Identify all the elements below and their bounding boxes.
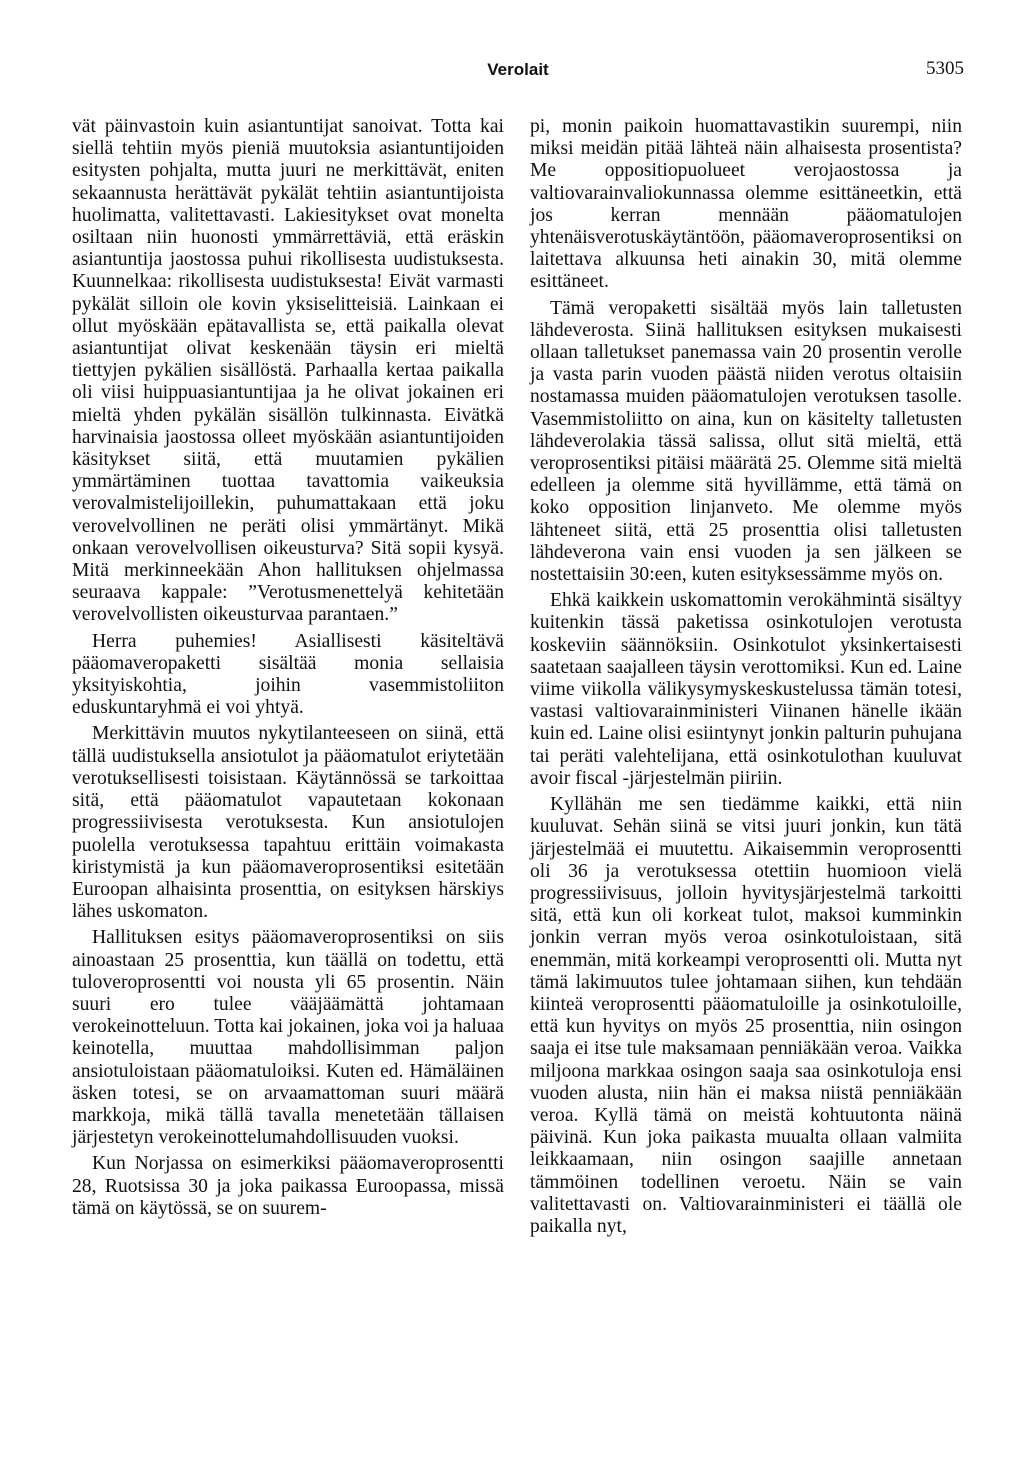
paragraph: vät päinvastoin kuin asiantuntijat sanoivat. Totta kai siellä tehtiin myös pieniä muutoksia asiantuntijoiden esitysten pohjalta, mutta juuri ne merkittävät, eniten sekaannusta herättävät pykälät tehtiin asiantuntijoista huolimatta, valitettavasti. Lakiesitykset ovat monelta osiltaan niin huonosti ymmärrettäviä, että eräskin asiantuntija jaostossa puhui rikollisesta uudistuksesta. Kuunnelkaa: rikollisesta uudistuksesta! Eivät varmasti pykälät silloin ole kovin yksiselitteisiä. Lainkaan ei ollut myöskään epätavallista se, että paikalla olevat asiantuntijat olivat keskenään täysin eri mieltä tiettyjen pykälien sisällöstä. Parhaalla kertaa paikalla oli viisi huippuasiantuntijaa ja he olivat jokainen eri mieltä yhden pykälän sisällön tulkinnasta. Eivätkä harvinaisia jaostossa olleet myöskään asiantuntijoiden käsitykset siitä, että muutamien pykälien ymmärtäminen tuottaa tavattomia vaikeuksia verovalmistelijoillekin, puhumattakaan että joku verovelvollinen ne peräti olisi ymmärtänyt. Mikä onkaan verovelvollisen oikeusturva? Sitä sopii kysyä. Mitä merkinneekään Ahon hallituksen ohjelmassa seuraava kappale: ”Verotusmenettelyä kehitetään verovelvollisten oikeusturvaa parantaen.” [72, 116, 504, 626]
paragraph: pi, monin paikoin huomattavastikin suurempi, niin miksi meidän pitää lähteä näin alhaisesta prosentista? Me oppositiopuolueet verojaostossa ja valtiovarainvaliokunnassa olemme esittäneetkin, että jos kerran mennään pääomatulojen yhtenäisverotuskäytäntöön, pääomaveroprosentiksi on laitettava alkuunsa heti ainakin 30, mitä olemme esittäneet. [530, 116, 962, 293]
paragraph: Merkittävin muutos nykytilanteeseen on siinä, että tällä uudistuksella ansiotulot ja pääomatulot eriytetään verotuksellisesti toisistaan. Käytännössä se tarkoittaa sitä, että pääomatulot vapautetaan kokonaan progressiivisesta verotuksesta. Kun ansiotulojen puolella verotuksessa tapahtuu erittäin voimakasta kiristymistä ja kun pääomaveroprosentiksi esitetään Euroopan alhaisinta prosenttia, on esityksen härskiys lähes uskomaton. [72, 723, 504, 923]
page-header [72, 52, 964, 82]
paragraph: Tämä veropaketti sisältää myös lain talletusten lähdeverosta. Siinä hallituksen esityksen mukaisesti ollaan talletukset panemassa vain 20 prosentin verolle ja vasta parin vuoden päästä niiden verotus oltaisiin nostamassa muiden pääomatulojen verotuksen tasolle. Vasemmistoliitto on aina, kun on käsitelty talletusten lähdeverolakia tässä salissa, ollut sitä mieltä, että veroprosentiksi pitäisi määrätä 25. Olemme sitä mieltä edelleen ja olemme sitä hyvillämme, että tämä on koko opposition linjanveto. Me olemme myös lähteneet siitä, että 25 prosenttia olisi talletusten lähdeverona vain ensi vuoden ja sen jälkeen se nostettaisiin 30:een, kuten esityksessämme myös on. [530, 297, 962, 586]
paragraph: Hallituksen esitys pääomaveroprosentiksi on siis ainoastaan 25 prosenttia, kun täällä on todettu, että tuloveroprosentti voi nousta yli 65 prosentin. Näin suuri ero tulee vääjäämättä johtamaan verokeinotteluun. Totta kai jokainen, joka voi ja haluaa keinotella, muuttaa mahdollisimman paljon ansiotuloistaan pääomatuloiksi. Kuten ed. Hämäläinen äsken totesi, se on arvaamattoman suuri määrä markkoja, mikä tällä tavalla menetetään tällaisen järjestetyn verokeinottelumahdollisuuden vuoksi. [72, 927, 504, 1149]
left-column [72, 116, 504, 1224]
page-number: 5305 [926, 58, 964, 79]
right-column [530, 116, 962, 1242]
paragraph: Kun Norjassa on esimerkiksi pääomaveroprosentti 28, Ruotsissa 30 ja joka paikassa Euroopassa, missä tämä on käytössä, se on suurem- [72, 1153, 504, 1219]
paragraph: Kyllähän me sen tiedämme kaikki, että niin kuuluvat. Sehän siinä se vitsi juuri jonkin, kun tätä järjestelmää ei muutettu. Aikaisemmin veroprosentti oli 36 ja verotuksessa otettiin huomioon vielä progressiivisuus, jolloin hyvitysjärjestelmä tarkoitti sitä, että kun oli korkeat tulot, maksoi kumminkin jonkin verran myös veroa osinkotuloistaan, sitä enemmän, mitä korkeampi veroprosentti oli. Mutta nyt tämä lakimuutos tulee johtamaan siihen, kun tehdään kiinteä veroprosentti pääomatuloille ja osinkotuloille, että kun hyvitys on myös 25 prosenttia, niin osingon saaja ei itse tule maksamaan penniäkään veroa. Vaikka miljoona markkaa osingon saaja saa osinkotuloja ensi vuoden alusta, niin hän ei maksa niistä penniäkään veroa. Kyllä tämä on meistä kohtuutonta näinä päivinä. Kun joka paikasta muualta ollaan valmiita leikkaamaan, niin osingon saajille annetaan tämmöinen todellinen veroetu. Näin se vain valitettavasti on. Valtiovarainministeri ei täällä ole paikalla nyt, [530, 794, 962, 1237]
paragraph: Ehkä kaikkein uskomattomin verokähmintä sisältyy kuitenkin tässä paketissa osinkotulojen verotusta koskeviin säännöksiin. Osinkotulot yksinkertaisesti saatetaan saajalleen täysin verottomiksi. Kun ed. Laine viime viikolla välikysymyskeskustelussa tämän totesi, vastasi valtiovarainministeri Viinanen hänelle ikään kuin ed. Laine olisi esiintynyt jonkin palturin puhujana tai peräti valehtelijana, että osinkotulothan kuuluvat avoir fiscal -järjestelmän piiriin. [530, 590, 962, 789]
running-title: Verolait [487, 60, 549, 79]
paragraph: Herra puhemies! Asiallisesti käsiteltävä pääomaveropaketti sisältää monia sellaisia yksityiskohtia, joihin vasemmistoliiton eduskuntaryhmä ei voi yhtyä. [72, 630, 504, 719]
